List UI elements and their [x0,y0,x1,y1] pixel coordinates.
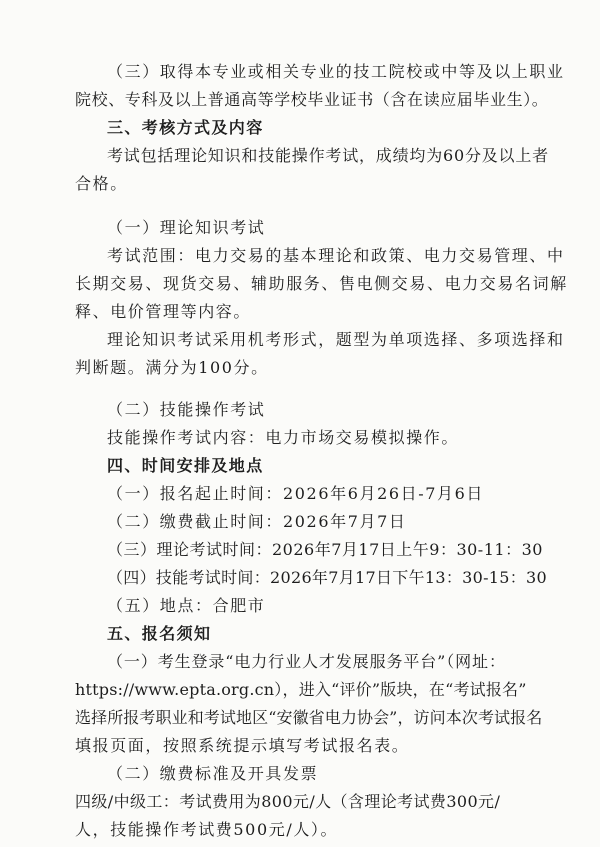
schedule-item: （五）地点：合肥市 [107,596,266,615]
paragraph-line: 长期交易、现货交易、辅助服务、售电侧交易、电力交易名词解 [75,274,568,293]
paragraph-line: 判断题。满分为100分。 [75,358,269,377]
paragraph-line: 选择所报考职业和考试地区“安徽省电力协会”，访问本次考试报名 [75,708,543,727]
paragraph-line: （三）取得本专业或相关专业的技工院校或中等及以上职业 [107,62,565,81]
paragraph-line: 人，技能操作考试费500元/人）。 [75,820,339,839]
schedule-item: （三）理论考试时间：2026年7月17日上午9：30-11：30 [107,540,543,559]
section-heading-4: 四、时间安排及地点 [107,456,264,475]
schedule-item: （二）缴费截止时间：2026年7月7日 [107,512,407,531]
paragraph-line: 填报页面，按照系统提示填写考试报名表。 [75,736,410,755]
paragraph-line: 释、电价管理等内容。 [75,302,252,321]
paragraph-line: （一）考生登录“电力行业人才发展服务平台”（网址： [107,652,506,671]
paragraph-line: https://www.epta.org.cn），进入“评价”版块，在“考试报名” [75,680,527,699]
paragraph-line: 四级/中级工：考试费用为800元/人（含理论考试费300元/ [75,792,501,811]
section-heading-5: 五、报名须知 [107,624,212,643]
schedule-item: （一）报名起止时间：2026年6月26日-7月6日 [107,484,485,503]
subsection-heading: （一）理论知识考试 [107,218,266,237]
schedule-item: （四）技能考试时间：2026年7月17日下午13：30-15：30 [107,568,548,587]
paragraph-line: 考试范围：电力交易的基本理论和政策、电力交易管理、中 [107,246,565,265]
paragraph-line: 合格。 [75,174,128,193]
subsection-heading: （二）缴费标准及开具发票 [107,764,319,783]
paragraph-line: 考试包括理论知识和技能操作考试，成绩均为60分及以上者 [107,146,549,165]
paragraph-line: 理论知识考试采用机考形式，题型为单项选择、多项选择和 [107,330,565,349]
subsection-heading: （二）技能操作考试 [107,400,266,419]
section-heading-3: 三、考核方式及内容 [107,118,264,137]
paragraph-line: 院校、专科及以上普通高等学校毕业证书（含在读应届毕业生）。 [75,90,549,109]
paragraph-line: 技能操作考试内容：电力市场交易模拟操作。 [107,428,460,447]
